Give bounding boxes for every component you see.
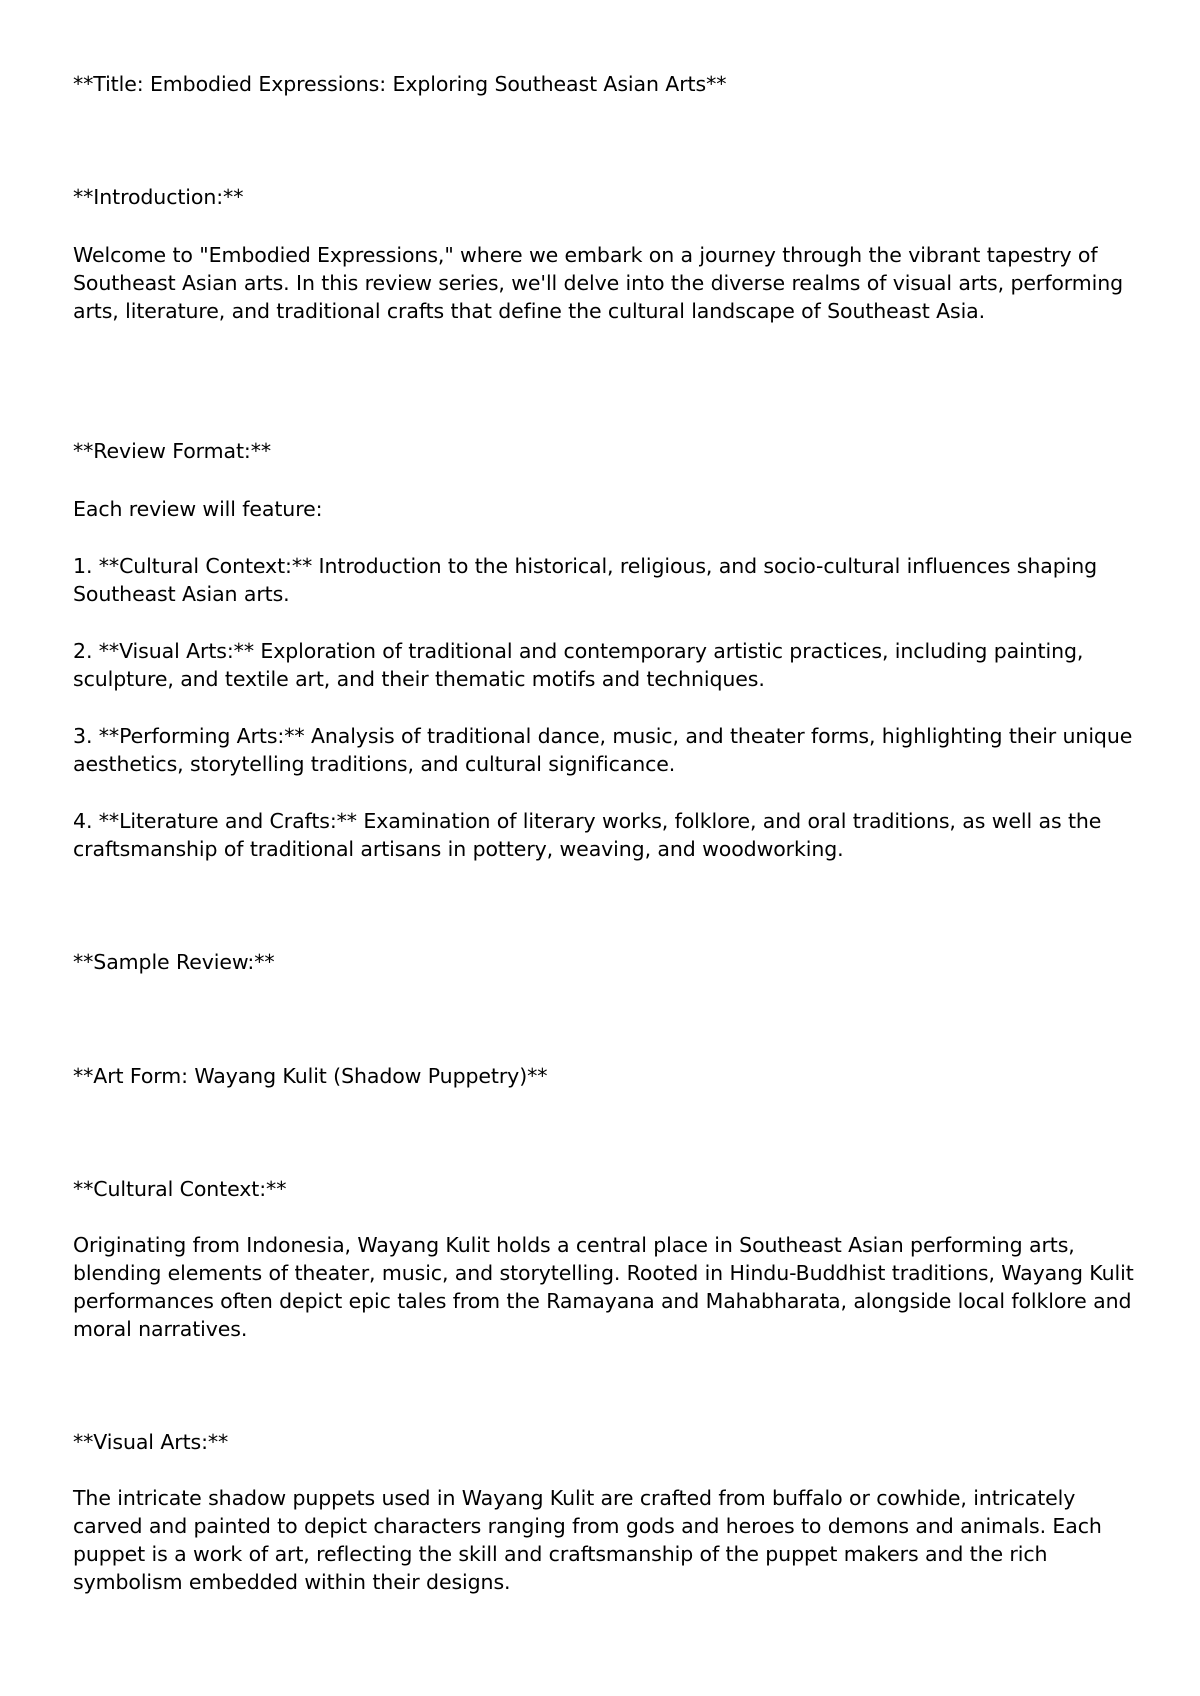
review-format-item-1: 1. **Cultural Context:** Introduction to the historical, religious, and socio-cultural influences shaping Southeast Asian arts. [73, 554, 1098, 606]
document-title: **Title: Embodied Expressions: Exploring Southeast Asian Arts** [73, 72, 727, 96]
review-format-item-2: 2. **Visual Arts:** Exploration of traditional and contemporary artistic practices, including painting, sculpture, and textile art, and their thematic motifs and techniques. [73, 639, 1084, 691]
cultural-context-body: Originating from Indonesia, Wayang Kulit holds a central place in Southeast Asian performing arts, blending elements of theater, music, and storytelling. Rooted in Hindu-Buddhist traditions, Wayang Kulit performances often depict epic tales from the Ramayana and Mahabharata, alongside local folklore and moral narratives. [73, 1233, 1134, 1341]
cultural-context-heading: **Cultural Context:** [73, 1177, 287, 1201]
introduction-body: Welcome to "Embodied Expressions," where we embark on a journey through the vibrant tapestry of Southeast Asian arts. In this review series, we'll delve into the diverse realms of visual arts, performing arts, literature, and traditional crafts that define the cultural landscape of Southeast Asia. [73, 243, 1124, 323]
visual-arts-heading: **Visual Arts:** [73, 1430, 229, 1454]
sample-review-heading: **Sample Review:** [73, 950, 275, 974]
review-format-lead: Each review will feature: [73, 497, 323, 521]
review-format-heading: **Review Format:** [73, 439, 272, 463]
review-format-item-3: 3. **Performing Arts:** Analysis of traditional dance, music, and theater forms, highlighting their unique aesthetics, storytelling traditions, and cultural significance. [73, 724, 1133, 776]
review-format-item-4: 4. **Literature and Crafts:** Examination of literary works, folklore, and oral traditions, as well as the craftsmanship of traditional artisans in pottery, weaving, and woodworking. [73, 809, 1102, 861]
art-form-title: **Art Form: Wayang Kulit (Shadow Puppetry)** [73, 1064, 548, 1088]
visual-arts-body: The intricate shadow puppets used in Wayang Kulit are crafted from buffalo or cowhide, intricately carved and painted to depict characters ranging from gods and heroes to demons and animals. Each puppet is a work of art, reflecting the skill and craftsmanship of the puppet makers and the rich symbolism embedded within their designs. [73, 1486, 1102, 1594]
introduction-heading: **Introduction:** [73, 185, 244, 209]
